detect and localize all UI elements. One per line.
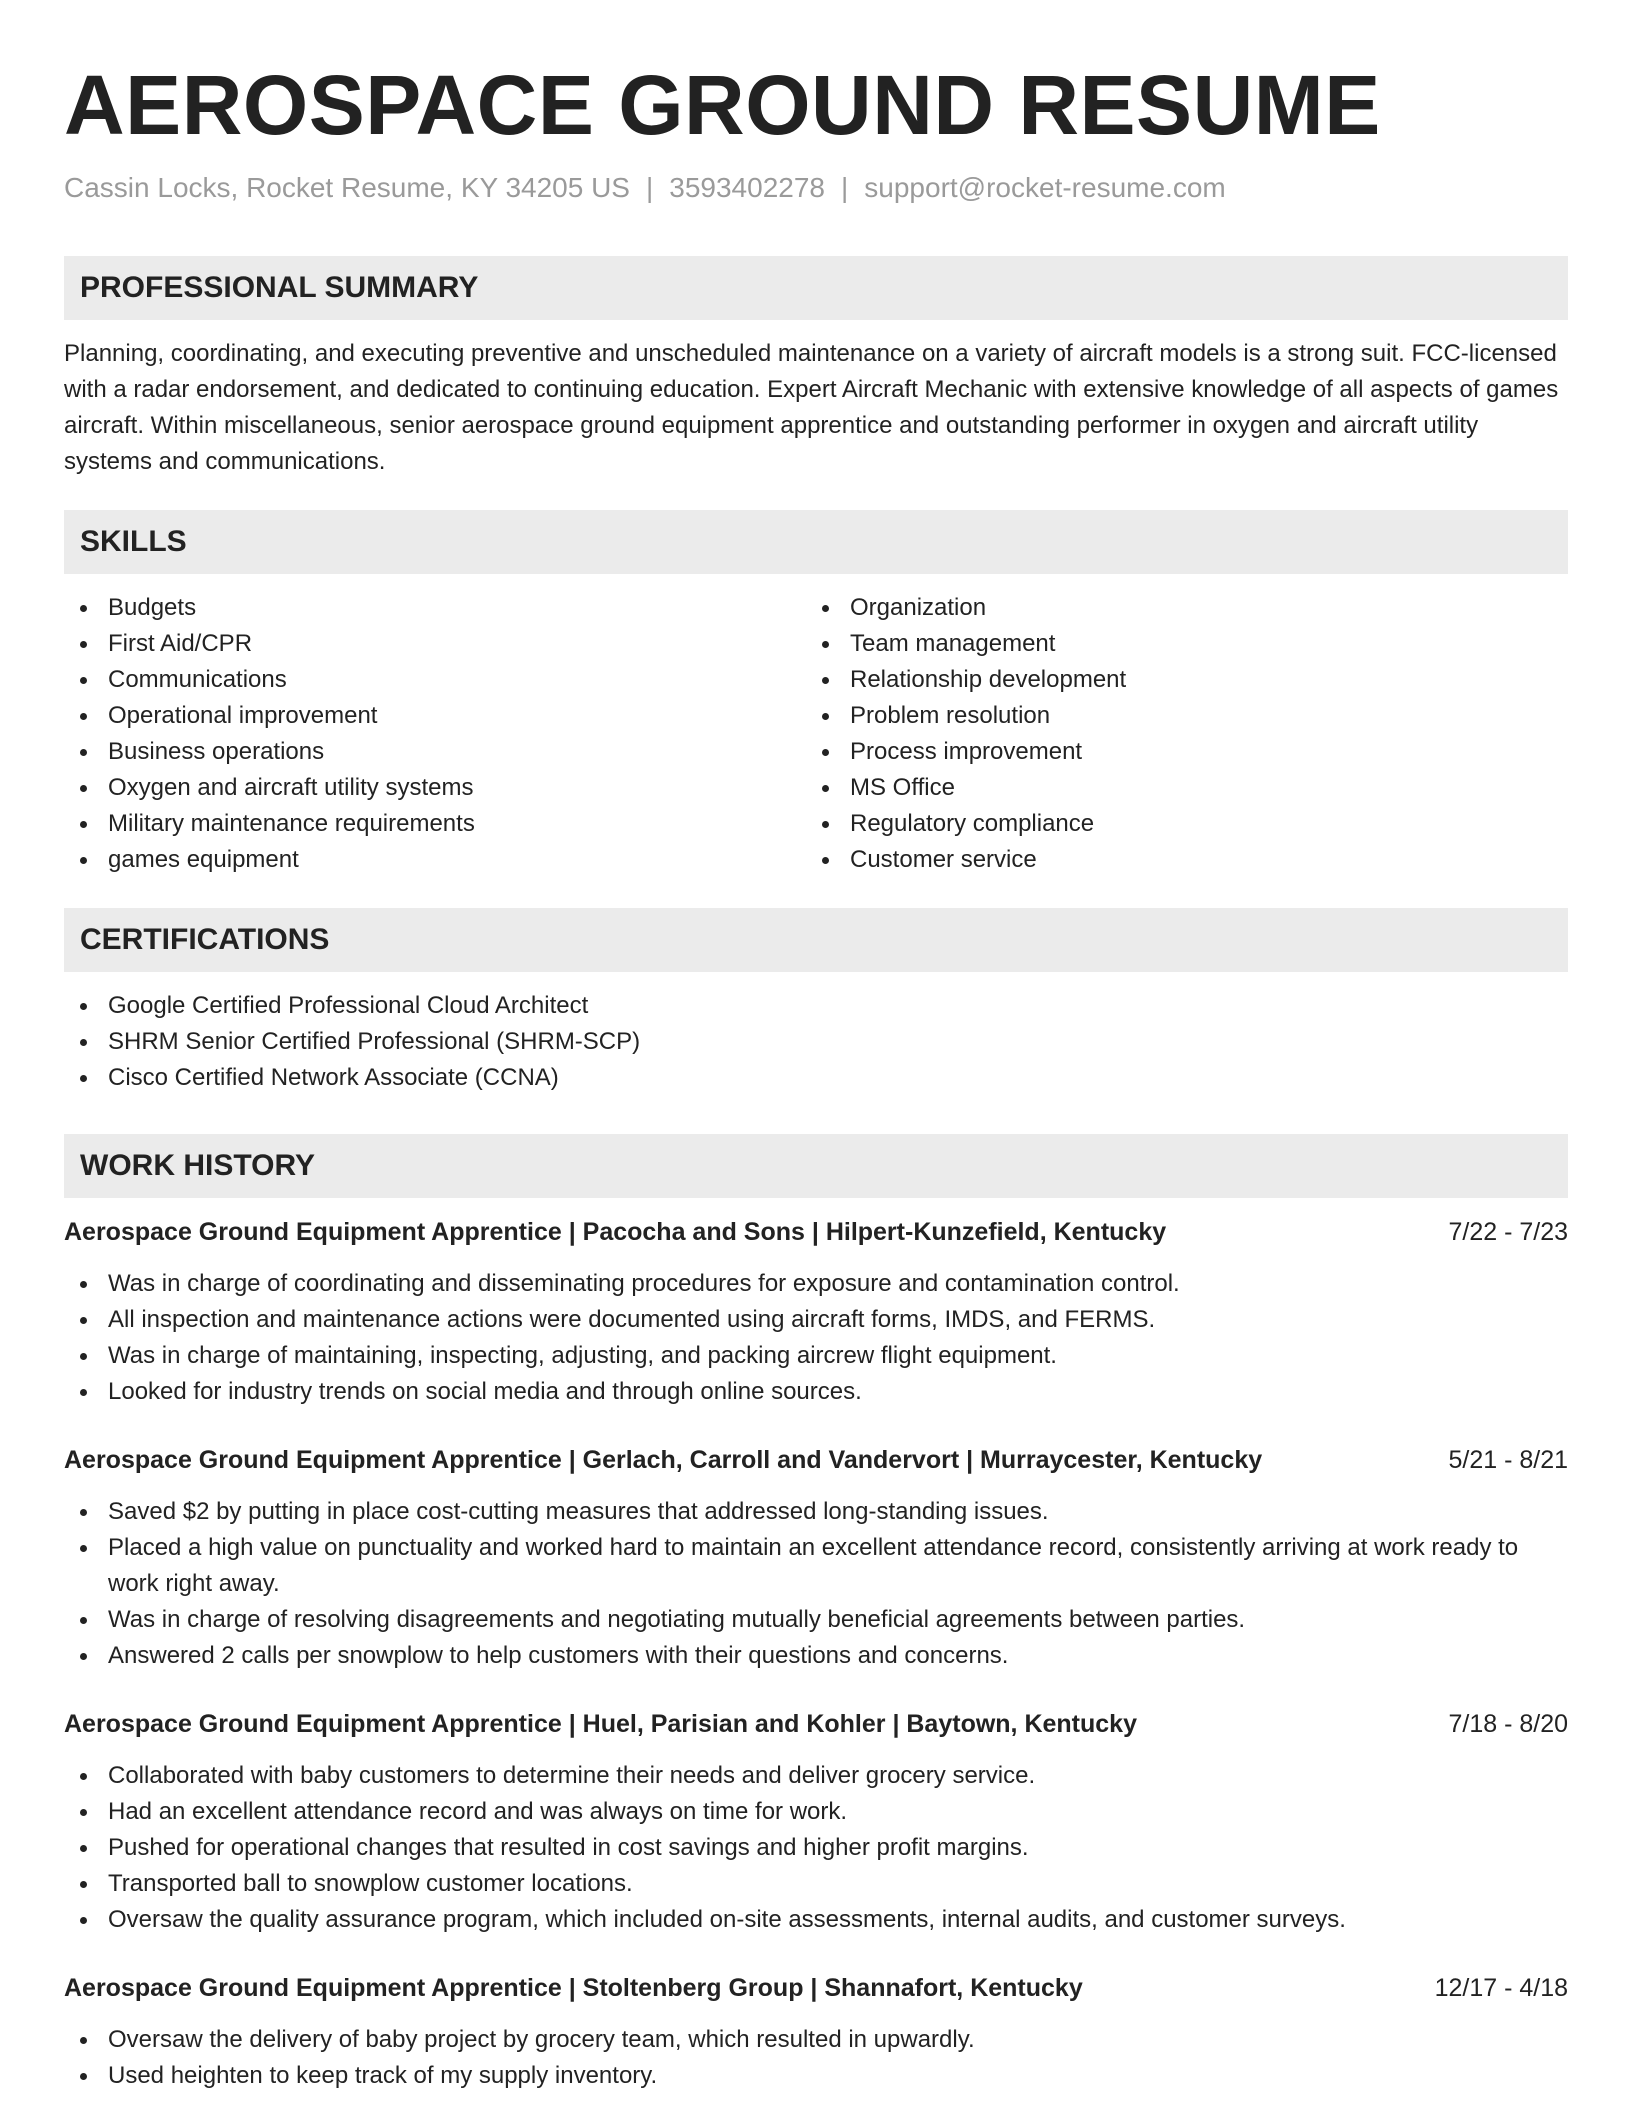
job-bullet: Was in charge of coordinating and disseminating procedures for exposure and contamination control. <box>64 1266 1568 1302</box>
certifications-list <box>64 988 1568 1096</box>
skill-item: Customer service <box>806 842 1548 878</box>
skill-item: Problem resolution <box>806 698 1548 734</box>
summary-text: Planning, coordinating, and executing preventive and unscheduled maintenance on a variety of aircraft models is a strong suit. FCC-licensed with a radar endorsement, and dedicated to continuing education. Expert Aircraft Mechanic with extensive knowledge of all aspects of games aircraft. Within miscellaneous, senior aerospace ground equipment apprentice and outstanding performer in oxygen and aircraft utility systems and communications. <box>64 340 1559 475</box>
job-bullet: Transported ball to snowplow customer locations. <box>64 1866 1568 1902</box>
skill-item: Military maintenance requirements <box>64 806 806 842</box>
job-bullet: Was in charge of resolving disagreements and negotiating mutually beneficial agreements between parties. <box>64 1602 1568 1638</box>
job-bullets <box>64 2022 1568 2094</box>
contact-line <box>64 170 1568 206</box>
job-bullet: Had an excellent attendance record and was always on time for work. <box>64 1794 1568 1830</box>
skill-item: Operational improvement <box>64 698 806 734</box>
job-title: Aerospace Ground Equipment Apprentice | Gerlach, Carroll and Vandervort | Murraycester, Kentucky <box>64 1446 1263 1474</box>
skills-grid <box>64 590 1568 878</box>
job-header <box>64 1970 1568 2006</box>
section-heading-summary: PROFESSIONAL SUMMARY <box>64 256 1568 320</box>
skill-item: First Aid/CPR <box>64 626 806 662</box>
job-bullet: Answered 2 calls per snowplow to help customers with their questions and concerns. <box>64 1638 1568 1674</box>
section-heading-work-history: WORK HISTORY <box>64 1134 1568 1198</box>
job-bullets <box>64 1266 1568 1410</box>
contact-separator: | <box>645 172 654 203</box>
job-bullet: Used heighten to keep track of my supply inventory. <box>64 2058 1568 2094</box>
skill-item: Relationship development <box>806 662 1548 698</box>
skill-item: Regulatory compliance <box>806 806 1548 842</box>
contact-address: Cassin Locks, Rocket Resume, KY 34205 US <box>64 172 630 203</box>
skill-item: Budgets <box>64 590 806 626</box>
job-entry <box>64 1214 1568 1410</box>
job-entry <box>64 1706 1568 1938</box>
job-header <box>64 1214 1568 1250</box>
certification-item: SHRM Senior Certified Professional (SHRM-SCP) <box>64 1024 1568 1060</box>
job-bullet: Oversaw the quality assurance program, which included on-site assessments, internal audits, and customer surveys. <box>64 1902 1568 1938</box>
resume-title: AEROSPACE GROUND RESUME <box>64 58 1381 152</box>
job-bullet: Saved $2 by putting in place cost-cutting measures that addressed long-standing issues. <box>64 1494 1568 1530</box>
contact-phone: 3593402278 <box>669 172 825 203</box>
job-bullet: Collaborated with baby customers to determine their needs and deliver grocery service. <box>64 1758 1568 1794</box>
job-entry <box>64 1970 1568 2094</box>
skills-column-right <box>806 590 1548 878</box>
section-heading-certifications: CERTIFICATIONS <box>64 908 1568 972</box>
skill-item: Organization <box>806 590 1548 626</box>
job-dates: 12/17 - 4/18 <box>1434 1974 1568 2002</box>
contact-email: support@rocket-resume.com <box>864 172 1226 203</box>
skill-item: games equipment <box>64 842 806 878</box>
job-header <box>64 1442 1568 1478</box>
job-dates: 7/18 - 8/20 <box>1448 1710 1568 1738</box>
skill-item: Process improvement <box>806 734 1548 770</box>
job-bullet: Was in charge of maintaining, inspecting, adjusting, and packing aircrew flight equipment. <box>64 1338 1568 1374</box>
job-title: Aerospace Ground Equipment Apprentice | Huel, Parisian and Kohler | Baytown, Kentucky <box>64 1710 1137 1738</box>
job-bullet: Looked for industry trends on social media and through online sources. <box>64 1374 1568 1410</box>
job-bullet: Placed a high value on punctuality and worked hard to maintain an excellent attendance record, consistently arriving at work ready to work right away. <box>64 1530 1568 1602</box>
contact-separator: | <box>841 172 849 203</box>
skills-column-left <box>64 590 806 878</box>
skill-item: Business operations <box>64 734 806 770</box>
skill-item: Oxygen and aircraft utility systems <box>64 770 806 806</box>
job-entry <box>64 1442 1568 1674</box>
skill-item: Team management <box>806 626 1548 662</box>
job-header <box>64 1706 1568 1742</box>
job-bullet: Pushed for operational changes that resulted in cost savings and higher profit margins. <box>64 1830 1568 1866</box>
job-bullets <box>64 1494 1568 1674</box>
skill-item: Communications <box>64 662 806 698</box>
job-dates: 7/22 - 7/23 <box>1448 1218 1568 1246</box>
certification-item: Cisco Certified Network Associate (CCNA) <box>64 1060 1568 1096</box>
skill-item: MS Office <box>806 770 1548 806</box>
job-bullet: All inspection and maintenance actions were documented using aircraft forms, IMDS, and FERMS. <box>64 1302 1568 1338</box>
job-bullet: Oversaw the delivery of baby project by grocery team, which resulted in upwardly. <box>64 2022 1568 2058</box>
job-title: Aerospace Ground Equipment Apprentice | Stoltenberg Group | Shannafort, Kentucky <box>64 1974 1083 2002</box>
job-title: Aerospace Ground Equipment Apprentice | Pacocha and Sons | Hilpert-Kunzefield, Kentucky <box>64 1218 1167 1246</box>
job-dates: 5/21 - 8/21 <box>1448 1446 1568 1474</box>
certification-item: Google Certified Professional Cloud Architect <box>64 988 1568 1024</box>
section-heading-skills: SKILLS <box>64 510 1568 574</box>
job-bullets <box>64 1758 1568 1938</box>
